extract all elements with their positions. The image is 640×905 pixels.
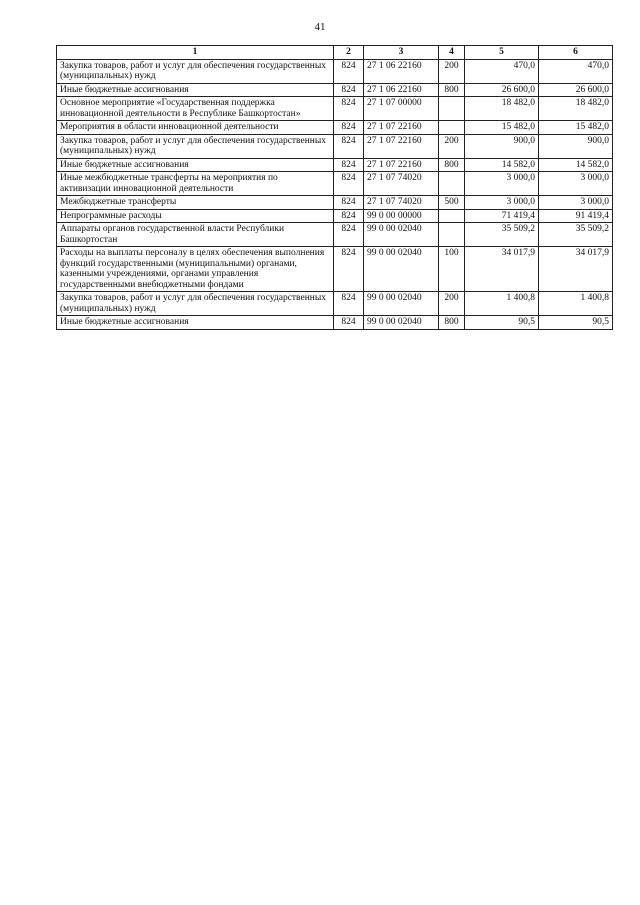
- row-target-article: 27 1 06 22160: [364, 59, 439, 83]
- row-expense-type: [439, 223, 465, 247]
- row-amount-col6: 470,0: [539, 59, 613, 83]
- row-expense-type: [439, 121, 465, 135]
- row-amount-col6: 91 419,4: [539, 209, 613, 223]
- row-expense-type: 200: [439, 134, 465, 158]
- table-row: [57, 158, 613, 172]
- row-name: Иные бюджетные ассигнования: [57, 316, 334, 330]
- row-expense-type: 800: [439, 316, 465, 330]
- table-row: [57, 247, 613, 292]
- row-amount-col5: 14 582,0: [465, 158, 539, 172]
- row-amount-col5: 15 482,0: [465, 121, 539, 135]
- page-number: 41: [314, 21, 326, 33]
- row-amount-col5: 1 400,8: [465, 292, 539, 316]
- row-amount-col6: 26 600,0: [539, 83, 613, 97]
- row-amount-col5: 35 509,2: [465, 223, 539, 247]
- row-expense-type: 800: [439, 158, 465, 172]
- table-row: [57, 83, 613, 97]
- row-target-article: 27 1 07 22160: [364, 121, 439, 135]
- row-amount-col6: 34 017,9: [539, 247, 613, 292]
- row-expense-type: 800: [439, 83, 465, 97]
- table-row: [57, 209, 613, 223]
- table-row: [57, 134, 613, 158]
- row-name: Непрограммные расходы: [57, 209, 334, 223]
- row-amount-col6: 3 000,0: [539, 196, 613, 210]
- row-name: Аппараты органов государственной власти Республики Башкортостан: [57, 223, 334, 247]
- row-target-article: 27 1 07 74020: [364, 196, 439, 210]
- row-amount-col5: 3 000,0: [465, 172, 539, 196]
- row-expense-type: [439, 97, 465, 121]
- row-amount-col6: 35 509,2: [539, 223, 613, 247]
- column-header-2: 2: [334, 46, 364, 60]
- row-target-article: 99 0 00 02040: [364, 247, 439, 292]
- table-body: [57, 59, 613, 329]
- row-expense-type: [439, 172, 465, 196]
- row-expense-type: 200: [439, 59, 465, 83]
- row-name: Закупка товаров, работ и услуг для обеспечения государственных (муниципальных) нужд: [57, 59, 334, 83]
- table-row: [57, 121, 613, 135]
- row-name: Иные бюджетные ассигнования: [57, 83, 334, 97]
- row-expense-type: 500: [439, 196, 465, 210]
- budget-table: [56, 45, 613, 330]
- table-row: [57, 292, 613, 316]
- row-target-article: 27 1 06 22160: [364, 83, 439, 97]
- row-amount-col5: 3 000,0: [465, 196, 539, 210]
- row-amount-col5: 71 419,4: [465, 209, 539, 223]
- row-target-article: 99 0 00 02040: [364, 316, 439, 330]
- column-header-4: 4: [439, 46, 465, 60]
- row-name: Мероприятия в области инновационной деятельности: [57, 121, 334, 135]
- table-row: [57, 172, 613, 196]
- row-target-article: 27 1 07 22160: [364, 158, 439, 172]
- row-admin-code: 824: [334, 292, 364, 316]
- row-amount-col5: 18 482,0: [465, 97, 539, 121]
- header-row: [57, 46, 613, 60]
- row-target-article: 99 0 00 02040: [364, 292, 439, 316]
- row-amount-col5: 900,0: [465, 134, 539, 158]
- row-admin-code: 824: [334, 209, 364, 223]
- row-admin-code: 824: [334, 158, 364, 172]
- column-header-6: 6: [539, 46, 613, 60]
- table-row: [57, 223, 613, 247]
- row-amount-col5: 470,0: [465, 59, 539, 83]
- row-amount-col6: 18 482,0: [539, 97, 613, 121]
- row-name: Закупка товаров, работ и услуг для обеспечения государственных (муниципальных) нужд: [57, 292, 334, 316]
- row-name: Иные межбюджетные трансферты на мероприятия по активизации инновационной деятельности: [57, 172, 334, 196]
- row-name: Закупка товаров, работ и услуг для обеспечения государственных (муниципальных) нужд: [57, 134, 334, 158]
- table-row: [57, 196, 613, 210]
- row-amount-col5: 34 017,9: [465, 247, 539, 292]
- row-admin-code: 824: [334, 59, 364, 83]
- table-row: [57, 59, 613, 83]
- row-admin-code: 824: [334, 97, 364, 121]
- row-target-article: 99 0 00 00000: [364, 209, 439, 223]
- row-admin-code: 824: [334, 172, 364, 196]
- row-target-article: 27 1 07 74020: [364, 172, 439, 196]
- row-expense-type: 200: [439, 292, 465, 316]
- row-admin-code: 824: [334, 247, 364, 292]
- row-admin-code: 824: [334, 316, 364, 330]
- row-target-article: 99 0 00 02040: [364, 223, 439, 247]
- row-admin-code: 824: [334, 223, 364, 247]
- row-amount-col6: 15 482,0: [539, 121, 613, 135]
- row-target-article: 27 1 07 22160: [364, 134, 439, 158]
- row-amount-col5: 90,5: [465, 316, 539, 330]
- row-name: Основное мероприятие «Государственная поддержка инновационной деятельности в Республике Башкортостан»: [57, 97, 334, 121]
- table-row: [57, 316, 613, 330]
- row-amount-col6: 1 400,8: [539, 292, 613, 316]
- row-name: Расходы на выплаты персоналу в целях обеспечения выполнения функций государственными (муниципальными) органами, казенными учреждениями, органами управления государственными внебюджетными фондами: [57, 247, 334, 292]
- row-expense-type: 100: [439, 247, 465, 292]
- row-admin-code: 824: [334, 83, 364, 97]
- row-amount-col6: 900,0: [539, 134, 613, 158]
- column-header-3: 3: [364, 46, 439, 60]
- column-header-1: 1: [57, 46, 334, 60]
- row-amount-col6: 3 000,0: [539, 172, 613, 196]
- row-amount-col5: 26 600,0: [465, 83, 539, 97]
- row-admin-code: 824: [334, 134, 364, 158]
- row-name: Иные бюджетные ассигнования: [57, 158, 334, 172]
- table-header: [57, 46, 613, 60]
- row-target-article: 27 1 07 00000: [364, 97, 439, 121]
- row-expense-type: [439, 209, 465, 223]
- row-admin-code: 824: [334, 121, 364, 135]
- row-name: Межбюджетные трансферты: [57, 196, 334, 210]
- column-header-5: 5: [465, 46, 539, 60]
- row-amount-col6: 14 582,0: [539, 158, 613, 172]
- row-amount-col6: 90,5: [539, 316, 613, 330]
- table-row: [57, 97, 613, 121]
- row-admin-code: 824: [334, 196, 364, 210]
